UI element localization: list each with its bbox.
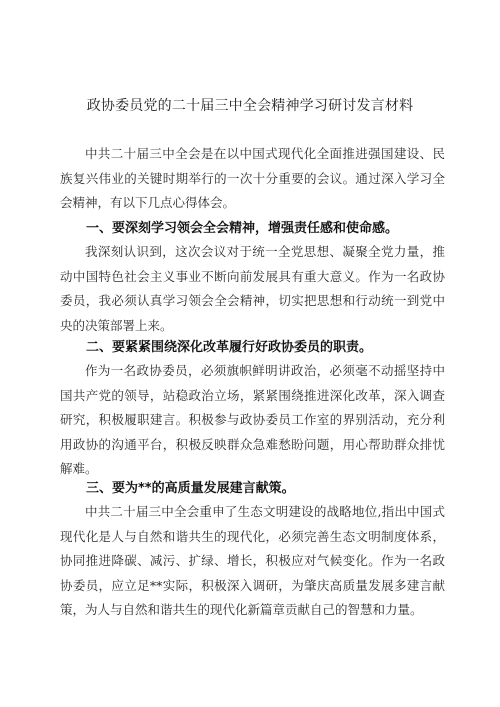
section-body-2: 作为一名政协委员，必须旗帜鲜明讲政治，必须毫不动摇坚持中国共产党的领导，站稳政治立场，紧紧围绕推进深化改革，深入调查研究，积极履职建言。积极参与政协委员工作室的界别活动，充分利用政协的沟通平台，积极反映群众急难愁盼问题，用心帮助群众排忧解难。 [60, 363, 445, 476]
section-heading-2: 二、要紧紧围绕深化改革履行好政协委员的职责。 [86, 340, 373, 355]
section-body-1: 我深刻认识到，这次会议对于统一全党思想、凝聚全党力量，推动中国特色社会主义事业不断向前发展具有重大意义。作为一名政协委员，我必须认真学习领会全会精神，切实把思想和行动统一到党中央的决策部署上来。 [60, 244, 445, 333]
section-heading-1: 一、要深刻学习领会全会精神，增强责任感和使命感。 [86, 221, 399, 236]
section-heading-3: 三、要为**的高质量发展建言献策。 [86, 481, 295, 496]
section-body-3: 中共二十届三中全会重申了生态文明建设的战略地位,指出中国式现代化是人与自然和谐共生的现代化，必须完善生态文明制度体系，协同推进降碳、减污、扩绿、增长，积极应对气候变化。作为一名政协委员，应立足**实际，积极深入调研，为肇庆高质量发展多建言献策，为人与自然和谐共生的现代化新篇章贡献自己的智慧和力量。 [60, 504, 445, 617]
intro-paragraph: 中共二十届三中全会是在以中国式现代化全面推进强国建设、民族复兴伟业的关键时期举行的一次十分重要的会议。通过深入学习全会精神，有以下几点心得体会。 [60, 146, 445, 210]
document-title: 政协委员党的二十届三中全会精神学习研讨发言材料 [86, 98, 414, 114]
